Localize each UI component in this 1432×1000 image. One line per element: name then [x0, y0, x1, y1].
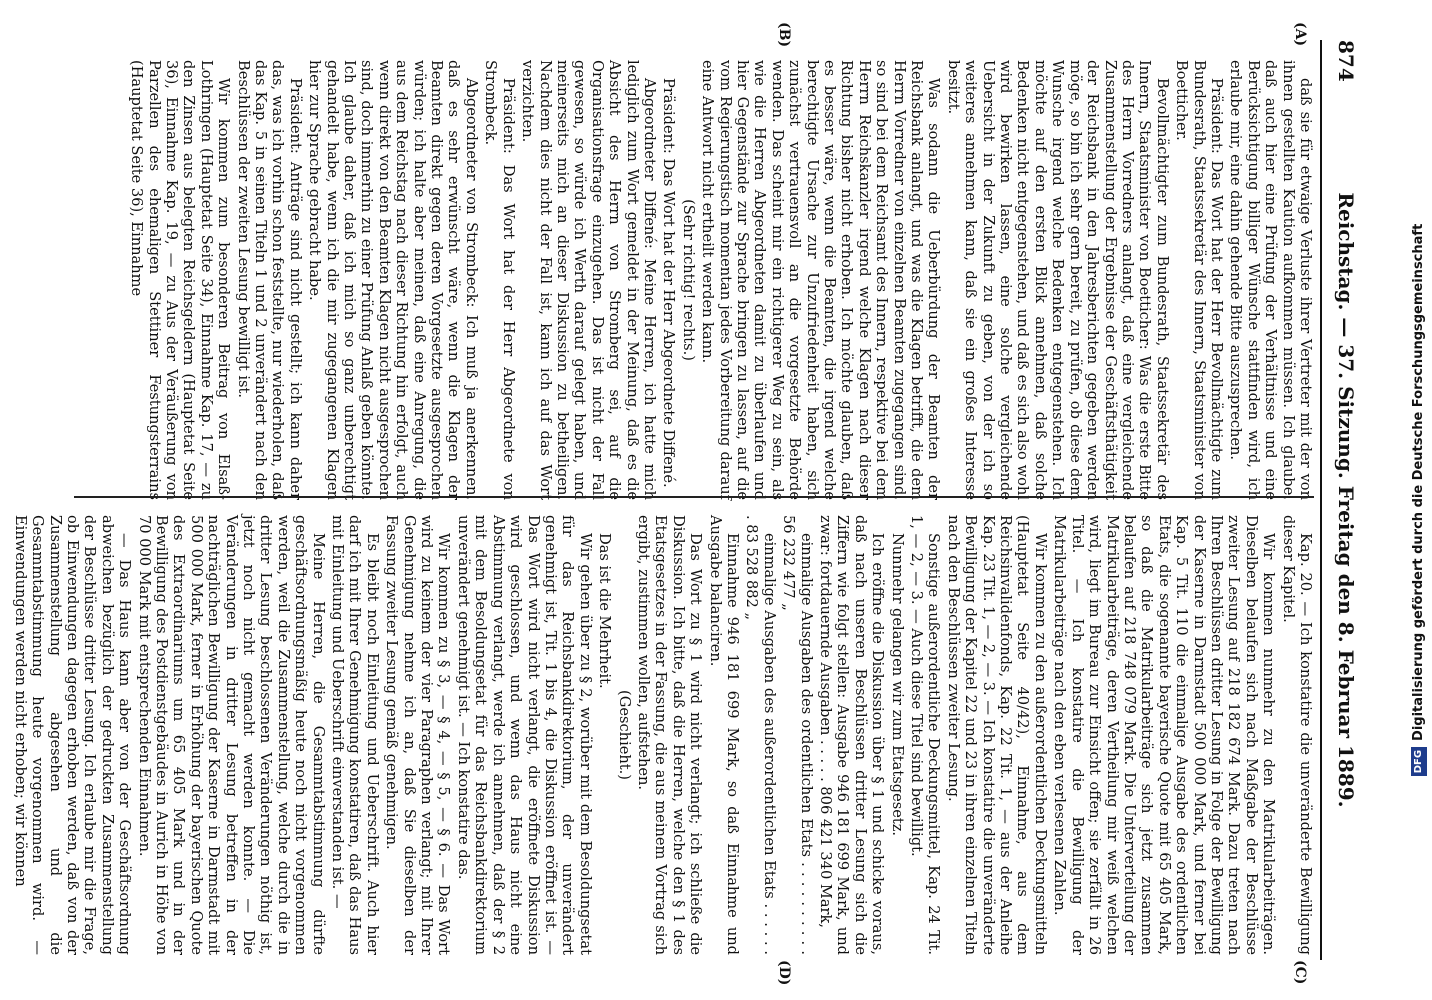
- paragraph: Nunmehr gelangen wir zum Etatsgesetz.: [888, 533, 906, 837]
- paragraph: Wir gehen über zu § 2, worüber mit dem Besoldungsetat für das Reichsbankdirektorium, der unverändert genehmigt ist, Tit. 1 bis 4, die Diskussion eröffnet ist. — Das Wort wird nicht verlangt, die eröffnete Diskussion wird geschlossen, und wenn das Haus nicht eine Abstimmung verlangt, werde ich annehmen, daß der § 2 mit dem Besoldungsetat für das Reichsbankdirektorium unverändert genehmigt ist. — Ich konstatire das.: [454, 515, 594, 955]
- paragraph: Das Wort zu § 1 wird nicht verlangt; ich schließe die Diskussion. Ich bitte, daß die Herren, welche den § 1 des Etatsgesetzes in der Fassung, die aus meinem Vortrag sich ergibt, zustimmen wollen, aufstehen.: [634, 515, 705, 955]
- paragraph: Präsident: Das Wort hat der Herr Bevollmächtigte zum Bundesrath, Staatssekretär des Innern, Staatsminister von Boetticher.: [1173, 60, 1225, 500]
- left-text-column: [128, 60, 1314, 500]
- paragraph: Bevollmächtigter zum Bundesrath, Staatssekretär des Innern, Staatsminister von Boetticher: Was die erste Bitte des Herrn Vorredners anlangt, daß eine vergleichende Zusammenstellung der Ergebnisse der Geschäftsthätigkeit der Reichsbank in den Jahresberichten gegeben werden möge, so bin ich sehr gern bereit, zu prüfen, ob diese dem Wunsche irgend welche Bedenken entgegenstehen. Ich möchte auf den ersten Blick annehmen, daß solche Bedenken nicht entgegenstehen, und daß es sich also wohl wird bewirken lassen, eine solche vergleichende Uebersicht in der Zukunft zu geben, von der ich so weiteres annehmen kann, daß sie ein großes Interesse besitzt.: [944, 60, 1171, 500]
- paragraph: Wir kommen zu § 3, — § 4, — § 5, — § 6. — Das Wort wird zu keinem der vier Paragraphen verlangt; mit Ihrer Genehmigung nehme ich an, daß Sie dieselben der Fassung zweiter Lesung gemäß genehmigen.: [383, 515, 453, 955]
- paragraph: Was sodann die Ueberbürdung der Beamten der Reichsbank anlangt, und was die Klagen betrifft, die dem Herrn Vorredner von einzelnen Beamten zugegangen sind, so sind bei dem Reichsamt des Innern, respektive bei dem Herrn Reichskanzler irgend welche Klagen nach dieser Richtung bisher nicht erhoben. Ich möchte glauben, daß es besser wäre, wenn die Beamten, die irgend welche berechtigte Ursache zur Unzufriedenheit haben, sich zunächst vertrauensvoll an die vorgesetzte Behörde wenden. Das scheint mir ein richtigerer Weg zu sein, als wie die Herren Abgeordneten damit zu überlaufen und hier Gegenstände zur Sprache bringen zu lassen, auf die vom Regierungstisch momentan jedes Vorbereitung darauf eine Antwort nicht ertheilt werden kann.: [699, 60, 943, 500]
- page-number: 874: [1334, 40, 1358, 82]
- margin-mark-b: (B): [776, 22, 792, 48]
- page-header: [1320, 40, 1362, 960]
- paragraph: Sonstige außerordentliche Deckungsmittel, Kap. 24 Tit. 1, — 2, — 3. — Auch diese Titel sind bewilligt.: [908, 515, 943, 955]
- paragraph: Wir kommen zu den außerordentlichen Deckungsmitteln (Hauptetat Seite 40/42), Einnahme, aus dem Reichsinvalidenfonds, Kap. 22 Tit. 1, — aus der Anleihe Kap. 23 Tit. 1, — 2, — 3. — Ich konstatire die unveränderte Bewilligung der Kapitel 22 und 23 in ihren einzelnen Titeln nach den Beschlüssen zweiter Lesung.: [944, 515, 1049, 956]
- paragraph: Kap. 20. — Ich konstatire die unveränderte Bewilligung dieser Kapitel.: [1279, 515, 1314, 955]
- column-divider: [74, 496, 1314, 498]
- paragraph: Wir kommen nunmehr zu den Matrikularbeiträgen. Dieselben belaufen sich nach Maßgabe der Beschlüsse zweiter Lesung auf 218 182 674 Mark. Dazu treten nach Ihren Beschlüssen dritter Lesung in Folge der Bewilligung der Kaserne in Darmstadt 500 000 Mark, und ferner bei Kap. 5 Tit. 110 die einmalige Ausgabe des ordentlichen Etats, die sogenannte bayerische Quote mit 65 405 Mark, so daß die Matrikularbeiträge sich jetzt zusammen belaufen auf 218 748 079 Mark. Die Unterverteilung der Matrikularbeiträge, deren Vertheilung mir weiß welchen wird, liegt im Bureau zur Einsicht offen; sie zerfällt in 26 Titel. — Ich konstatire die Bewilligung der Matrikularbeiträge nach den eben verlesenen Zahlen.: [1051, 515, 1278, 955]
- right-text-column: [11, 515, 1314, 956]
- paragraph: Präsident: Das Wort hat der Herr Abgeordnete von Strombeck.: [482, 60, 517, 500]
- paragraph: einmalige Ausgaben des ordentlichen Etats . . . . . . . . . . 56 232 477 „: [780, 515, 815, 955]
- paragraph: Präsident: Das Wort hat der Herr Abgeordnete Diffené.: [660, 78, 678, 488]
- margin-mark-d: (D): [776, 960, 792, 986]
- paragraph: Abgeordneter Diffené: Meine Herren, ich hatte mich lediglich zum Wort gemeldet in der Meinung, daß es die Absicht des Herrn von Stromberg sei, auf die Organisationsfrage einzugehen. Das ist nicht der Fall gewesen, so würde ich Werth darauf gelegt haben, und meinerseits mich an dieser Diskussion zu betheiligen. Nachdem dies nicht der Fall ist, kann ich auf das Wort verzichten.: [519, 60, 658, 500]
- paragraph: Ich eröffne die Diskussion über § 1 und schicke voraus, daß nach unseren Beschlüssen dritter Lesung sich die Ziffern wie folgt stellen: Ausgabe 946 181 699 Mark, und zwar: fortdauernde Ausgaben . . . . . 806 421 340 Mark,: [817, 515, 887, 955]
- paragraph: — Das Haus kann aber von der Geschäftsordnung abweichen bezüglich der gedruckten Zusammenstellung der Beschlüsse dritter Lesung. Ich erlaube mir die Frage, ob Einwendungen dagegen erhoben werden, daß von der Zusammenstellung abgesehen und die Gesammtabstimmung heute vorgenommen wird. — Einwendungen werden nicht erhoben; wir können: [11, 515, 134, 955]
- paragraph: Wir kommen zum besonderen Beitrag von Elsaß-Lothringen (Hauptetat Seite 34), Einnahme Kap. 17, — zu den Zinsen aus belegten Reichsgeldern (Hauptetat Seite 36), Einnahme Kap. 19, — zu Aus der Veräußerung von Parzellen des ehemaligen Stettiner Festungsterrains (Hauptetat Seite 36), Einnahme: [128, 60, 233, 500]
- paragraph: daß sie für etwaige Verluste ihrer Vertreter mit der von ihnen gestellten Kaution aufkommen müssen. Ich glaube, daß auch hier eine Prüfung der Verhältnisse und eine Berücksichtigung billiger Wünsche stattfinden wird, ich erlaube mir, eine dahin gehende Bitte auszusprechen.: [1227, 60, 1314, 500]
- paragraph: Präsident: Anträge sind nicht gestellt; ich kann daher das, was ich vorhin schon feststellte, nur wiederholen, daß das Kap. 5 in seinen Titeln 1 und 2 unverändert nach den Beschlüssen der zweiten Lesung bewilligt ist.: [234, 60, 304, 500]
- paragraph: (Geschieht.): [615, 690, 633, 780]
- paragraph: Es bleibt noch Einleitung und Ueberschrift. Auch hier darf ich mit Ihrer Genehmigung konstatiren, daß das Haus mit Einleitung und Ueberschrift einverstanden ist. —: [329, 515, 381, 955]
- paragraph: (Sehr richtig! rechts.): [679, 199, 697, 361]
- paragraph: Einnahme 946 181 699 Mark, so daß Einnahme und Ausgabe balanciren.: [706, 515, 741, 955]
- credit-text: Digitalisierung gefördert durch die Deutsche Forschungsgemeinschaft: [1411, 223, 1426, 741]
- paragraph: Das ist die Mehrheit.: [596, 533, 614, 689]
- paragraph: Abgeordneter von Strombeck: Ich muß ja anerkennen, daß es sehr erwünscht wäre, wenn die Klagen der Beamten direkt gegen deren Vorgesetzte ausgesprochen würden; ich halte aber meinen, daß eine Anregung, die aus dem Reichstag nach dieser Richtung hin erfolgt, auch wenn direkt von den Beamten Klagen nicht ausgesprochen sind, doch immerhin zu einer Prüfung Anlaß geben könnte. Ich glaube daher, daß ich mich so ganz unberechtigt gehandelt habe, wenn ich die mir zugegangenen Klagen hier zur Sprache gebracht habe.: [306, 60, 480, 500]
- running-title: Reichstag. — 37. Sitzung. Freitag den 8. Februar 1889.: [1334, 192, 1358, 808]
- paragraph: einmalige Ausgaben des außerordentlichen Etats . . . . . . . 83 528 882 „: [743, 515, 778, 955]
- dfg-logo: DFG: [1411, 747, 1427, 776]
- paragraph: Meine Herren, die Gesammtabstimmung dürfte geschäftsordnungsmäßig heute noch nicht vorgenommen werden, weil die Zusammenstellung, welche durch die in dritter Lesung beschlossenen Veränderungen nöthig ist, jetzt noch nicht gemacht werden konnte. — Die Veränderungen in dritter Lesung betreffen in der nachträglichen Bewilligung der Kaserne in Darmstadt mit 500 000 Mark, ferner in Erhöhung der bayerischen Quote des Extraordinariums um 65 405 Mark und in der Bewilligung des Postdienstgebäudes in Aurich in Höhe von 70 000 Mark mit entsprechenden Einnahmen.: [135, 515, 327, 955]
- digitization-credit: [1406, 0, 1432, 1000]
- margin-mark-a: (A): [1292, 22, 1308, 47]
- margin-mark-c: (C): [1292, 960, 1308, 985]
